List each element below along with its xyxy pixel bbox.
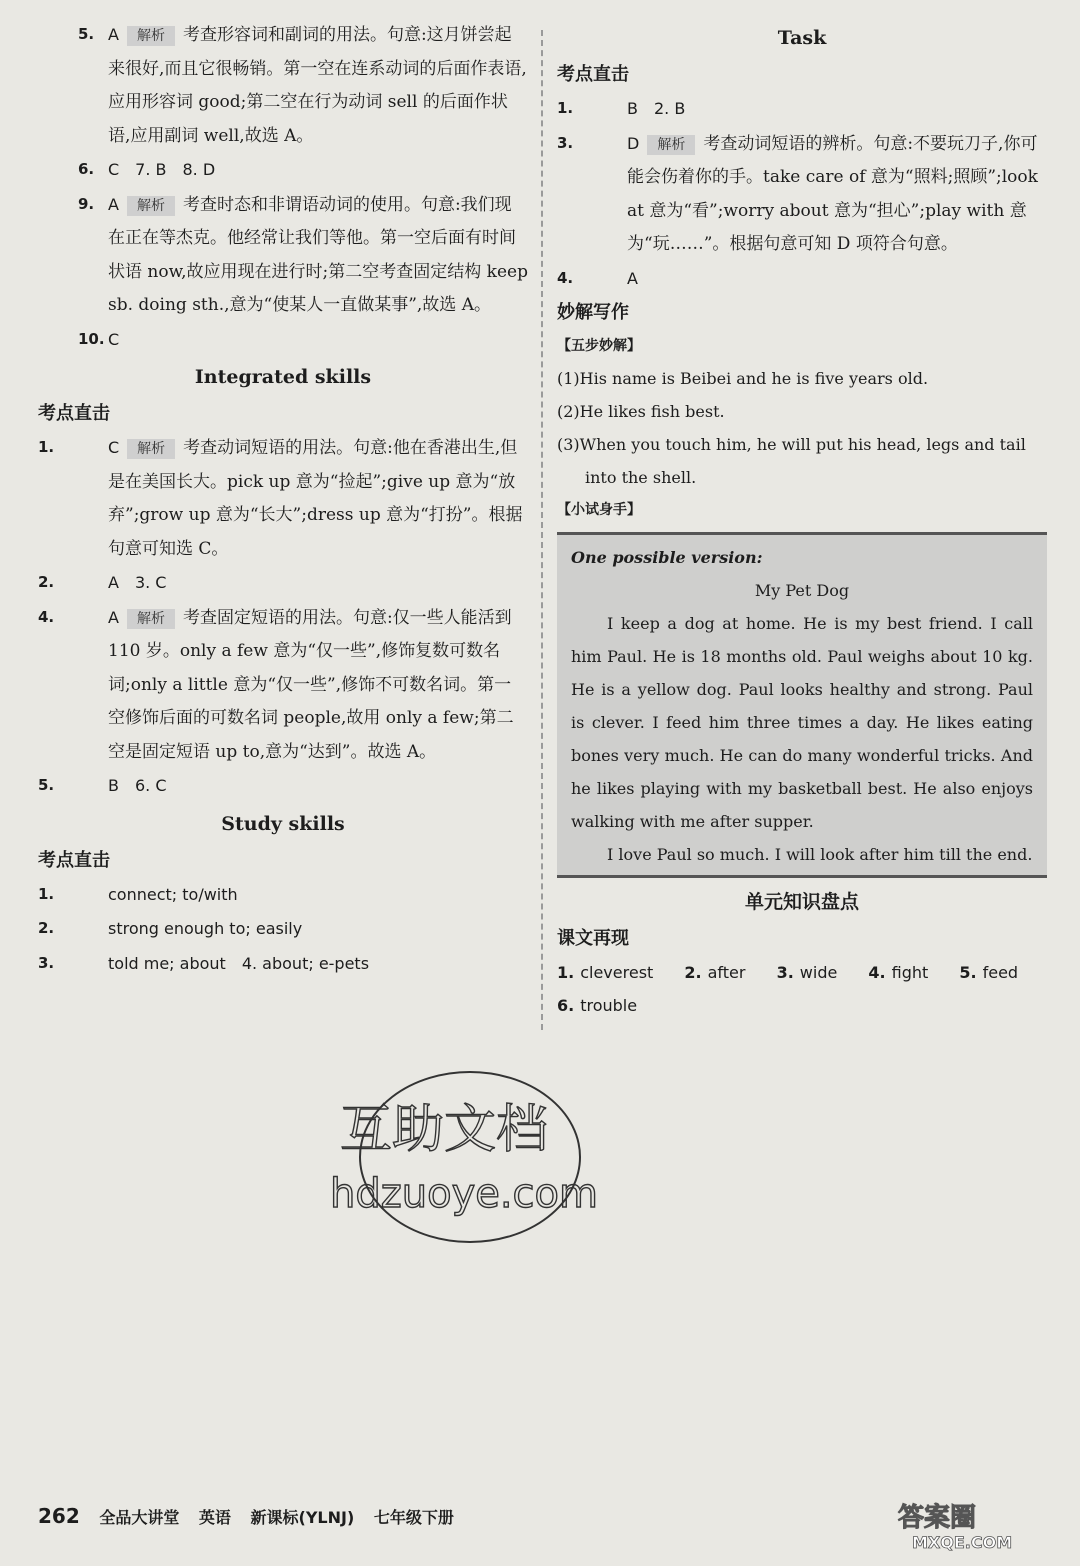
- item-number: 5.: [78, 25, 95, 43]
- answer-text: cleverest: [580, 963, 654, 982]
- fill-answers-row: [557, 989, 1047, 1022]
- item-number: 3.: [38, 953, 55, 972]
- item-number: 5.: [38, 776, 55, 794]
- page-footer: [38, 1504, 468, 1528]
- page-number: 262: [38, 1504, 80, 1528]
- answer-item-4: [557, 262, 1047, 297]
- item-number: 4.: [38, 607, 55, 626]
- step-line: (2)He likes fish best.: [557, 402, 725, 421]
- book-name: 全品大讲堂: [99, 1508, 180, 1527]
- essay-title: My Pet Dog: [754, 581, 850, 600]
- answer-item-1: [38, 878, 528, 913]
- analysis-tag: 解析: [647, 135, 695, 155]
- sample-essay-box: [557, 532, 1047, 878]
- analysis-tag: 解析: [127, 196, 175, 216]
- steps-label: 【五步妙解】: [557, 338, 641, 354]
- step-line: (3)When you touch him, he will put his head, legs and tail into the shell.: [557, 435, 1026, 487]
- column-divider: [541, 30, 543, 1030]
- answer-item-2-3: [38, 566, 528, 601]
- item-number: 10.: [78, 329, 105, 348]
- analysis-tag: 解析: [127, 439, 175, 459]
- analysis-text: 考查时态和非谓语动词的使用。句意:我们现在正在等杰克。他经常让我们等他。第一空后面有时间状语 now,故应用现在进行时;第二空考查固定结构 keep sb. doing sth.,意为“使某人一直做某事”,故选 A。: [108, 194, 528, 315]
- item-number: 2.: [38, 573, 55, 591]
- section-title-unit-review: 单元知识盘点: [744, 891, 859, 913]
- item-number: 1.: [557, 99, 574, 117]
- subsection-title-writing: 妙解写作: [557, 302, 629, 323]
- subsection-title: 考点直击: [38, 849, 110, 871]
- subsection-title: 课文再现: [557, 928, 629, 949]
- analysis-text: 考查动词短语的辨析。句意:不要玩刀子,你可能会伤着你的手。take care of 意为“照料;照顾”;look at 意为“看”;worry about 意为“担心”;play with 意为“玩……”。根据句意可知 D 项符合句意。: [627, 133, 1038, 254]
- analysis-text: 考查动词短语的用法。句意:他在香港出生,但是在美国长大。pick up 意为“捡起”;give up 意为“放弃”;grow up 意为“长大”;dress up 意为“打扮”。根据句意可知选 C。: [108, 438, 523, 559]
- item-number: 4.: [868, 963, 886, 982]
- section-title-study-skills: Study skills: [221, 812, 345, 835]
- section-title-integrated-skills: Integrated skills: [194, 366, 372, 388]
- answer-text: trouble: [580, 996, 638, 1015]
- analysis-tag: 解析: [127, 26, 175, 46]
- answer-item-5-6: [38, 769, 528, 804]
- answer-text: after: [707, 963, 746, 982]
- answer-item-1-2: [557, 92, 1047, 127]
- answer-choice: A: [108, 607, 119, 627]
- answer-choice: C: [108, 438, 120, 457]
- analysis-text: 考查固定短语的用法。句意:仅一些人能活到 110 岁。only a few 意为“仅一些”,修饰复数可数名词;only a little 意为“仅一些”,修饰不可数名词。第一空修饰后面的可数名词 people,故用 only a few;第二空是固定短语 up to,意为“达到”。故选 A。: [108, 607, 514, 762]
- steps-list: [557, 362, 1047, 494]
- item-number: 1.: [557, 963, 575, 982]
- answer-item-1: [38, 431, 528, 566]
- answer-text: fight: [891, 963, 929, 982]
- answer-text: B 2. B: [627, 99, 686, 118]
- fill-answers-row: [557, 956, 1047, 989]
- answer-text: A 3. C: [108, 573, 167, 592]
- site-logo: [892, 1496, 1052, 1552]
- answer-text: A: [627, 268, 638, 288]
- answer-text: C 7. B 8. D: [108, 160, 216, 179]
- essay-paragraph: I keep a dog at home. He is my best friend. I call him Paul. He is 18 months old. Paul weighs about 10 kg. He is a yellow dog. Paul looks healthy and strong. Paul is clever. I feed him three times a day. He likes eating bones very much. He can do many wonderful tricks. And he likes playing with my basketball best. He also enjoys walking with me after supper.: [571, 614, 1033, 831]
- item-number: 4.: [557, 268, 574, 287]
- left-column: [38, 18, 528, 981]
- answer-choice: D: [627, 133, 640, 153]
- answer-text: C: [108, 329, 120, 349]
- handwritten-watermark: [300, 1062, 630, 1262]
- answer-text: feed: [982, 963, 1019, 982]
- section-title-task: Task: [777, 27, 827, 49]
- stamp-chinese-text: 互助文档: [340, 1100, 549, 1160]
- edition: 新课标(YLNJ): [250, 1508, 355, 1527]
- answer-item-2: [38, 912, 528, 947]
- answer-item-4: [38, 601, 528, 770]
- answer-text: connect; to/with: [108, 884, 238, 904]
- subsection-title: 考点直击: [557, 64, 629, 85]
- try-label: 【小试身手】: [557, 502, 641, 518]
- step-line: (1)His name is Beibei and he is five years old.: [557, 369, 929, 388]
- sample-label: One possible version:: [571, 548, 763, 567]
- answer-choice: A: [108, 194, 119, 214]
- item-number: 2.: [684, 963, 702, 982]
- stamp-url-text: hdzuoye.com: [330, 1171, 598, 1217]
- item-number: 6.: [78, 160, 95, 178]
- logo-url: MXQE.COM: [912, 1533, 1013, 1552]
- answer-item-9: [38, 188, 528, 323]
- item-number: 5.: [959, 963, 977, 982]
- subject: 英语: [198, 1508, 231, 1527]
- item-number: 2.: [38, 919, 55, 937]
- item-number: 3.: [557, 133, 574, 152]
- item-number: 9.: [78, 194, 95, 213]
- right-column: [557, 18, 1047, 1022]
- answer-item-3: [557, 127, 1047, 262]
- analysis-text: 考查形容词和副词的用法。句意:这月饼尝起来很好,而且它很畅销。第一空在连系动词的后面作表语,应用形容词 good;第二空在行为动词 sell 的后面作状语,应用副词 well,故选 A。: [108, 25, 527, 146]
- answer-item-6-8: [38, 153, 528, 188]
- answer-text: told me; about 4. about; e-pets: [108, 953, 370, 973]
- answer-item-5: [38, 18, 528, 153]
- answer-text: strong enough to; easily: [108, 919, 303, 938]
- subsection-title: 考点直击: [38, 403, 110, 424]
- answer-choice: A: [108, 25, 119, 44]
- item-number: 1.: [38, 438, 55, 456]
- logo-text: 答案圈: [898, 1503, 977, 1533]
- answer-text: B 6. C: [108, 776, 167, 795]
- analysis-tag: 解析: [127, 609, 175, 629]
- answer-item-3-4: [38, 947, 528, 982]
- grade: 七年级下册: [373, 1508, 454, 1527]
- item-number: 1.: [38, 884, 55, 903]
- essay-paragraph: I love Paul so much. I will look after him till the end.: [607, 845, 1033, 864]
- item-number: 3.: [776, 963, 794, 982]
- answer-text: wide: [799, 963, 838, 982]
- answer-item-10: [38, 323, 528, 358]
- item-number: 6.: [557, 996, 575, 1015]
